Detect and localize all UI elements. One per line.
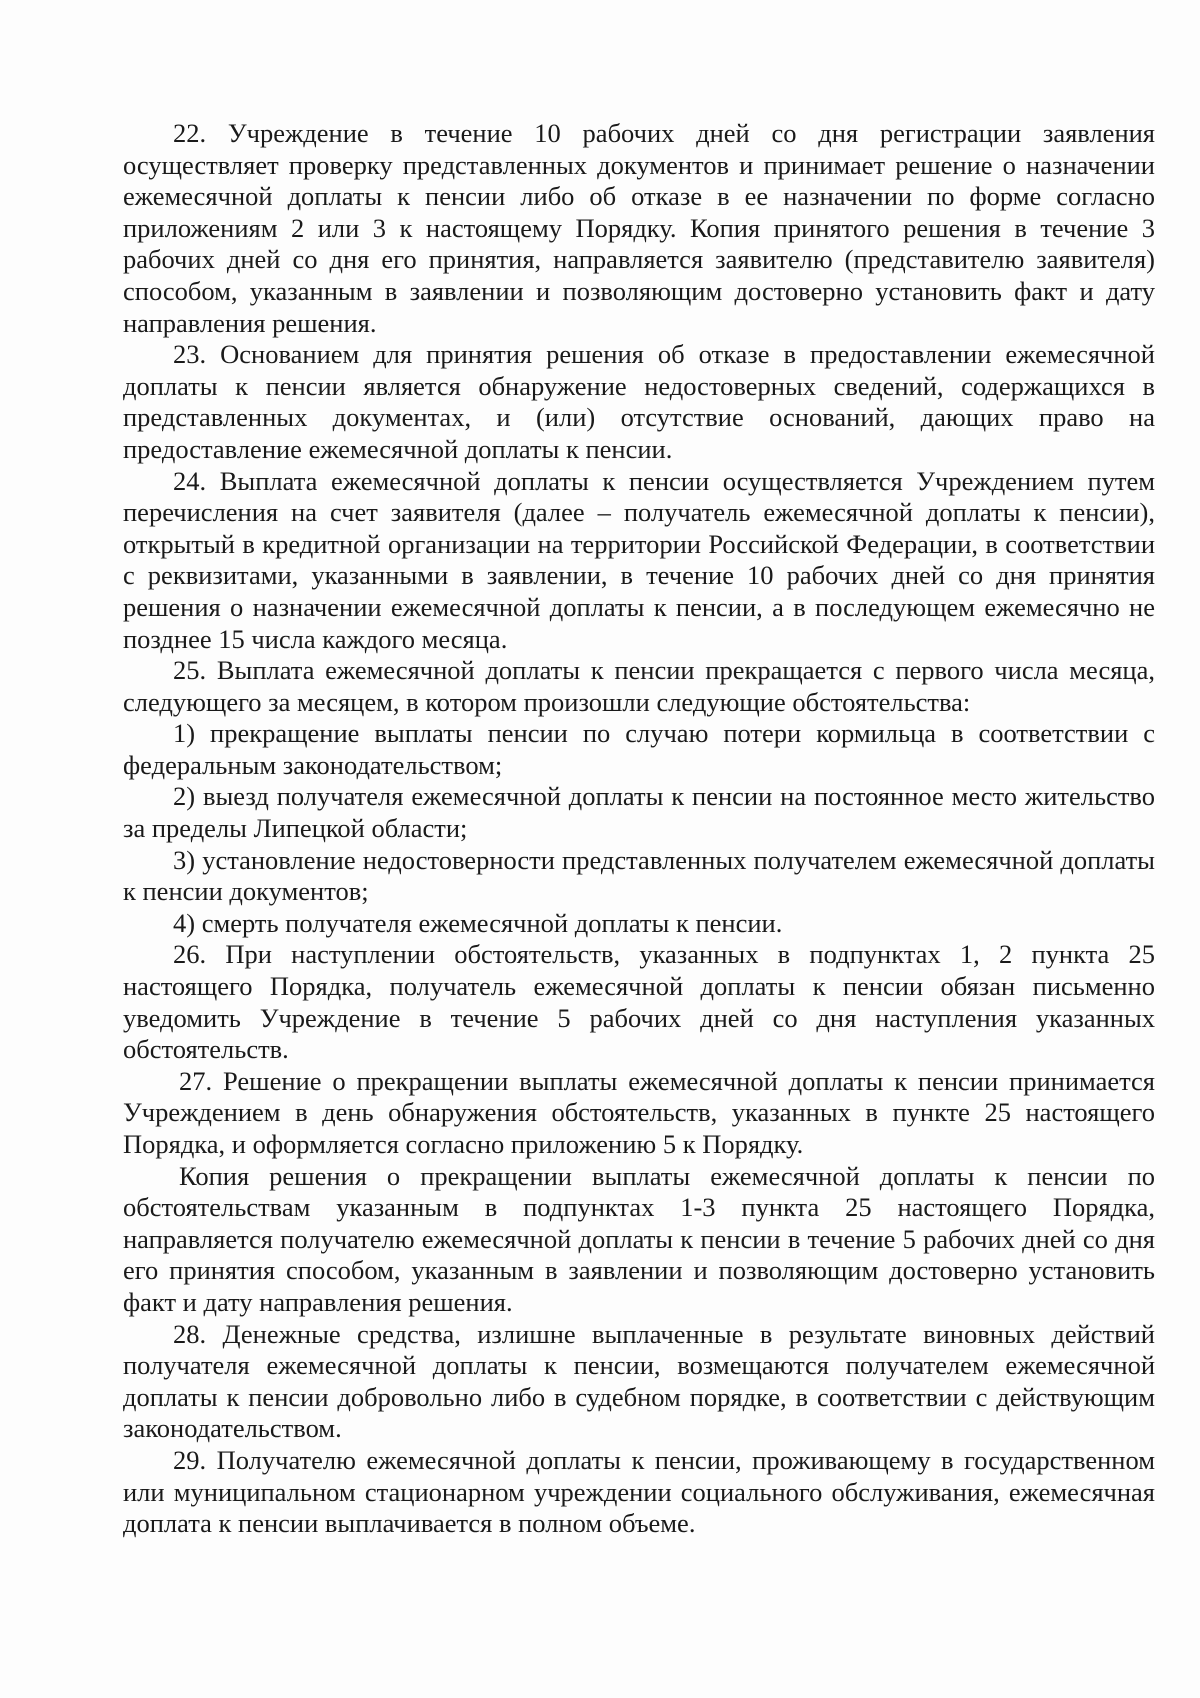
paragraph-28: 28. Денежные средства, излишне выплаченные в результате виновных действий получателя ежемесячной доплаты к пенсии, возмещаются получателем ежемесячной доплаты к пенсии добровольно либо в судебном порядке, в соответствии с действующим законодательством. <box>123 1318 1155 1444</box>
paragraph-25-item-4: 4) смерть получателя ежемесячной доплаты к пенсии. <box>173 907 783 938</box>
paragraph-27: 27. Решение о прекращении выплаты ежемесячной доплаты к пенсии принимается Учреждением в день обнаружения обстоятельств, указанных в пункте 25 настоящего Порядка, и оформляется согласно приложению 5 к Порядку. <box>123 1065 1155 1159</box>
paragraph-25-item-3: 3) установление недостоверности представленных получателем ежемесячной доплаты к пенсии документов; <box>123 844 1155 907</box>
paragraph-24: 24. Выплата ежемесячной доплаты к пенсии осуществляется Учреждением путем перечисления на счет заявителя (далее – получатель ежемесячной доплаты к пенсии), открытый в кредитной организации на территории Российской Федерации, в соответствии с реквизитами, указанными в заявлении, в течение 10 рабочих дней со дня принятия решения о назначении ежемесячной доплаты к пенсии, а в последующем ежемесячно не позднее 15 числа каждого месяца. <box>123 465 1155 654</box>
paragraph-25: 25. Выплата ежемесячной доплаты к пенсии прекращается с первого числа месяца, следующего за месяцем, в котором произошли следующие обстоятельства: <box>123 655 1155 717</box>
paragraph-22: 22. Учреждение в течение 10 рабочих дней со дня регистрации заявления осуществляет проверку представленных документов и принимает решение о назначении ежемесячной доплаты к пенсии либо об отказе в ее назначении по форме согласно приложениям 2 или 3 к настоящему Порядку. Копия принятого решения в течение 3 рабочих дней со дня его принятия, направляется заявителю (представителю заявителя) способом, указанным в заявлении и позволяющим достоверно установить факт и дату направления решения. <box>123 118 1155 338</box>
paragraph-29: 29. Получателю ежемесячной доплаты к пенсии, проживающему в государственном или муниципальном стационарном учреждении социального обслуживания, ежемесячная доплата к пенсии выплачивается в полном объеме. <box>123 1444 1155 1539</box>
paragraph-23: 23. Основанием для принятия решения об отказе в предоставлении ежемесячной доплаты к пенсии является обнаружение недостоверных сведений, содержащихся в представленных документах, и (или) отсутствие оснований, дающих право на предоставление ежемесячной доплаты к пенсии. <box>123 339 1155 464</box>
paragraph-27-copy: Копия решения о прекращении выплаты ежемесячной доплаты к пенсии по обстоятельствам указанным в подпунктах 1-3 пункта 25 настоящего Порядка, направляется получателю ежемесячной доплаты к пенсии в течение 5 рабочих дней со дня его принятия способом, указанным в заявлении и позволяющим достоверно установить факт и дату направления решения. <box>123 1160 1155 1317</box>
document-body <box>123 118 1155 1540</box>
paragraph-25-item-2: 2) выезд получателя ежемесячной доплаты к пенсии на постоянное место жительство за пределы Липецкой области; <box>123 781 1155 844</box>
paragraph-25-item-1: 1) прекращение выплаты пенсии по случаю потери кормильца в соответствии с федеральным законодательством; <box>123 718 1155 780</box>
paragraph-26: 26. При наступлении обстоятельств, указанных в подпунктах 1, 2 пункта 25 настоящего Порядка, получатель ежемесячной доплаты к пенсии обязан письменно уведомить Учреждение в течение 5 рабочих дней со дня наступления указанных обстоятельств. <box>123 939 1155 1065</box>
